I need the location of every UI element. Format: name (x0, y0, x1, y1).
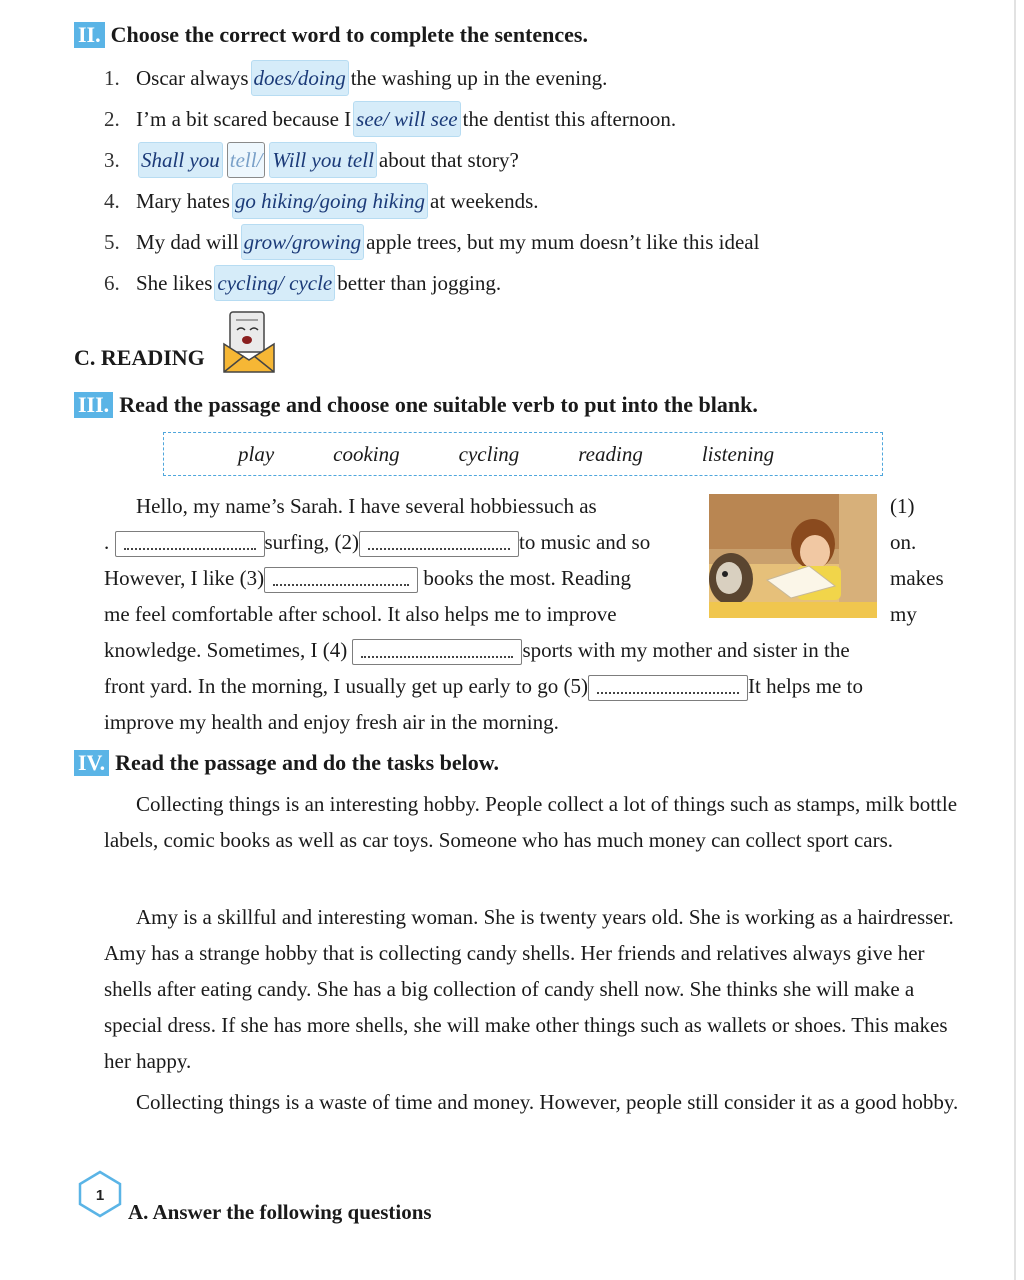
passage-text: It helps me to (748, 674, 863, 698)
envelope-letter-icon (222, 310, 276, 374)
passage-line: makes (890, 566, 944, 590)
item-text-before: She likes (136, 271, 213, 295)
passage-line (104, 560, 631, 596)
passage-line: improve my health and enjoy fresh air in the morning. (104, 710, 559, 734)
task-badge-number: 1 (95, 1187, 105, 1204)
task-a-title: A. Answer the following questions (128, 1200, 432, 1224)
exercise-item-3 (104, 142, 519, 178)
section-2-title: Choose the correct word to complete the sentences. (110, 22, 588, 47)
answer-choice-b[interactable]: tell/ (227, 142, 266, 178)
word-bank (163, 432, 883, 476)
item-number: 1. (104, 66, 120, 90)
item-text-before: My dad will (136, 230, 239, 254)
word-bank-item: cooking (333, 441, 400, 466)
exercise-item-2 (104, 101, 676, 137)
section-3-number: III. (74, 392, 113, 418)
answer-choice[interactable]: does/doing (251, 60, 349, 96)
section-3-title: Read the passage and choose one suitable verb to put into the blank. (119, 392, 758, 417)
passage-line (104, 668, 863, 704)
passage-paragraph-1: Collecting things is an interesting hobby. People collect a lot of things such as stamps, milk bottle labels, comic books as well as car toys. Someone who has much money can collect sport cars. (104, 792, 958, 852)
item-text-before: Oscar always (136, 66, 249, 90)
passage-text: front yard. In the morning, I usually get up early to go (5) (104, 674, 589, 698)
answer-choice[interactable]: see/ will see (353, 101, 460, 137)
item-number: 5. (104, 230, 120, 254)
passage-text: . (104, 530, 110, 554)
passage-line: Hello, my name’s Sarah. I have several hobbiessuch as (136, 494, 597, 518)
exercise-item-1 (104, 60, 607, 96)
page-edge-rule (1014, 0, 1016, 1280)
section-2-number: II. (74, 22, 105, 48)
exercise-item-4 (104, 183, 539, 219)
item-number: 4. (104, 189, 120, 213)
passage-text: knowledge. Sometimes, I (4) (104, 638, 348, 662)
section-2-heading (74, 22, 588, 48)
passage-line: (1) (890, 494, 915, 518)
blank-3-input[interactable] (264, 567, 418, 593)
girl-reading-photo (709, 494, 877, 618)
answer-choice[interactable]: grow/growing (241, 224, 364, 260)
passage-line (104, 524, 650, 560)
blank-1-input[interactable] (115, 531, 265, 557)
item-text-after: better than jogging. (337, 271, 502, 295)
passage-line: me feel comfortable after school. It also helps me to improve (104, 602, 617, 626)
word-bank-item: listening (701, 441, 775, 466)
blank-4-input[interactable] (352, 639, 522, 665)
answer-choice-a[interactable]: Shall you (138, 142, 223, 178)
passage-line (104, 632, 850, 668)
task-number-badge (76, 1170, 124, 1218)
item-text-after: apple trees, but my mum doesn’t like this ideal (366, 230, 760, 254)
section-4-number: IV. (74, 750, 109, 776)
blank-5-input[interactable] (588, 675, 748, 701)
answer-choice[interactable]: go hiking/going hiking (232, 183, 428, 219)
word-bank-item: cycling (458, 441, 520, 466)
blank-2-input[interactable] (359, 531, 519, 557)
section-4-heading (74, 750, 499, 776)
word-bank-item: reading (578, 441, 643, 466)
section-3-heading (74, 392, 758, 418)
exercise-item-6 (104, 265, 501, 301)
item-number: 6. (104, 271, 120, 295)
passage-paragraph-3: Collecting things is a waste of time and money. However, people still consider it as a good hobby. (136, 1090, 959, 1114)
passage-text: sports with my mother and sister in the (522, 638, 850, 662)
item-text-after: at weekends. (430, 189, 539, 213)
passage-text: to music and so (518, 530, 651, 554)
passage-line: my (890, 602, 917, 626)
item-number: 3. (104, 148, 120, 172)
answer-choice-c[interactable]: Will you tell (269, 142, 376, 178)
passage-paragraph-2: Amy is a skillful and interesting woman. She is twenty years old. She is working as a hairdresser. Amy has a strange hobby that is collecting candy shells. Her friends and relatives always give her shells after eating candy. She has a big collection of candy shell now. She thinks she will make a special dress. If she has more shells, she will make other things such as wallets or shoes. This makes her happy. (104, 905, 954, 1073)
item-text-after: about that story? (378, 148, 519, 172)
item-text-before: Mary hates (136, 189, 230, 213)
passage-text: However, I like (3) (104, 566, 265, 590)
passage-text: books the most. Reading (423, 566, 632, 590)
passage-line: on. (890, 530, 917, 554)
passage-text: surfing, (2) (264, 530, 359, 554)
item-text-after: the washing up in the evening. (350, 66, 608, 90)
section-4-title: Read the passage and do the tasks below. (115, 750, 499, 775)
word-bank-item: play (238, 441, 275, 466)
answer-choice[interactable]: cycling/ cycle (214, 265, 335, 301)
item-number: 2. (104, 107, 120, 131)
exercise-item-5 (104, 224, 759, 260)
item-text-before: I’m a bit scared because I (136, 107, 352, 131)
item-text-after: the dentist this afternoon. (462, 107, 677, 131)
reading-section-title: C. READING (74, 345, 205, 370)
